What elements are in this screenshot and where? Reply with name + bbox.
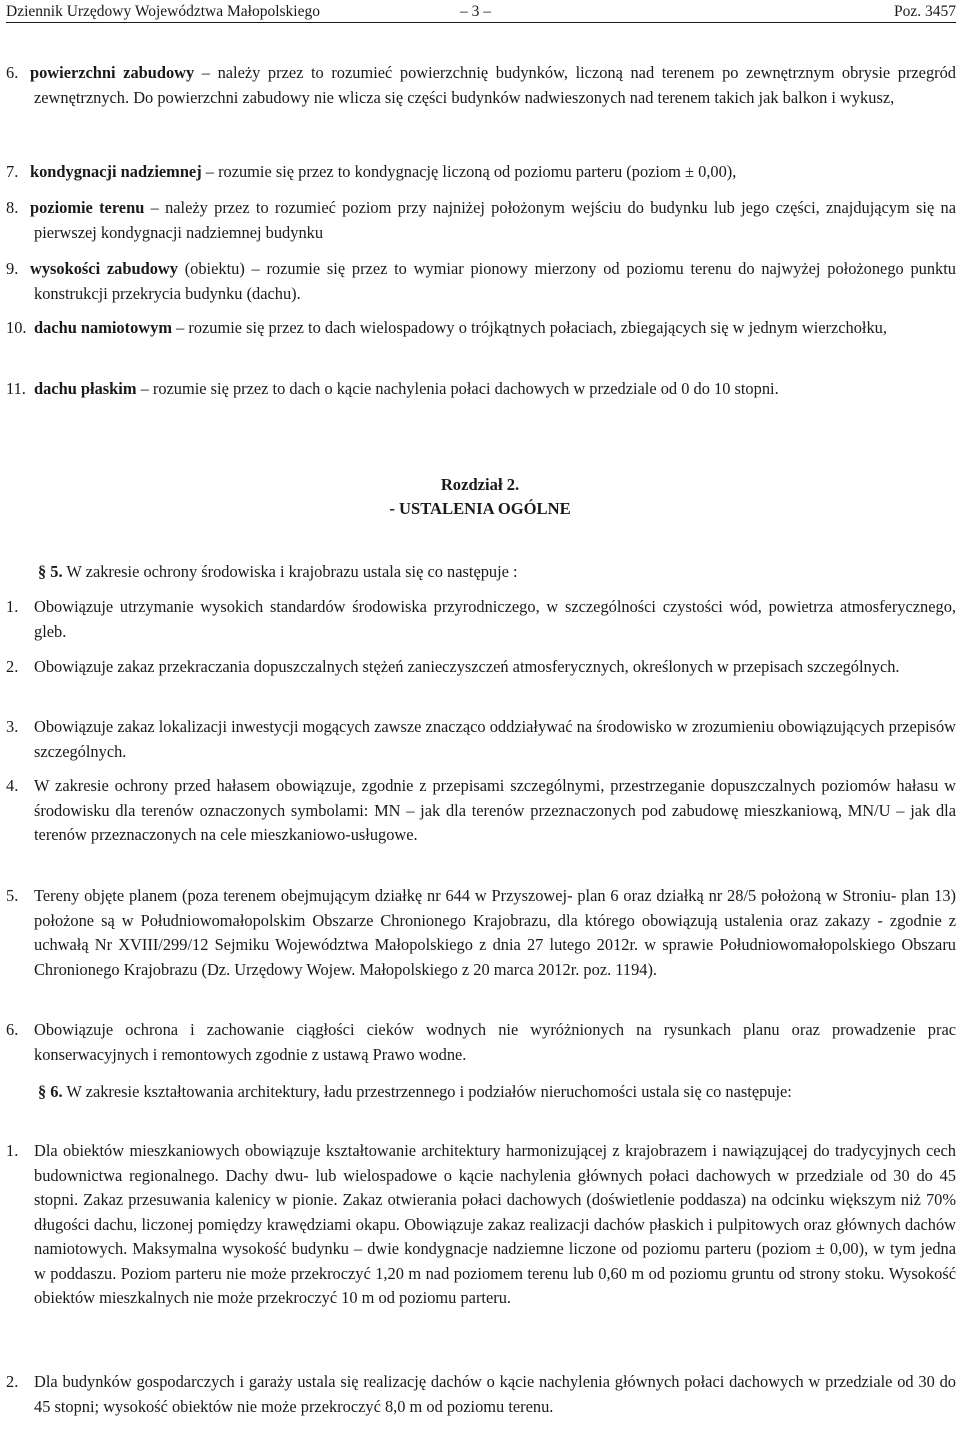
chapter-title: Rozdział 2. [440, 475, 520, 494]
item-text: Obowiązuje utrzymanie wysokich standardów środowiska przyrodniczego, w szczególności czystości wód, powietrza atmosferycznego, gleb. [34, 597, 956, 641]
definition-item [6, 316, 956, 341]
definition-term: powierzchni zabudowy [30, 63, 195, 82]
definition-item [6, 61, 956, 110]
item-number: 3. [6, 717, 19, 736]
definition-term: dachu płaskim [34, 379, 137, 398]
item-number: 9. [6, 259, 19, 278]
item-number: 2. [6, 1372, 19, 1391]
page-header [6, 0, 956, 23]
definition-term: wysokości zabudowy [30, 259, 178, 278]
definition-text: (obiektu) – rozumie się przez to wymiar pionowy mierzony od poziomu terenu do najwyżej położonego punktu konstrukcji przekrycia budynku (dachu). [34, 259, 956, 303]
item-number: 6. [6, 63, 19, 82]
item-text: Dla budynków gospodarczych i garaży ustala się realizację dachów o kącie nachylenia głównych połaci dachowych w przedziale od 30 do 45 stopni; wysokość obiektów nie może przekroczyć 8,0 m od poziomu terenu. [34, 1372, 956, 1416]
header-rule [6, 22, 956, 23]
definition-term: poziomie terenu [30, 198, 145, 217]
item-number: 10. [6, 318, 27, 337]
list-item [6, 1139, 956, 1311]
section-intro: W zakresie ochrony środowiska i krajobrazu ustala się co następuje : [62, 562, 518, 581]
list-item [6, 1018, 956, 1067]
definition-term: kondygnacji nadziemnej [30, 162, 202, 181]
definition-text: – należy przez to rozumieć poziom przy najniżej położonym wejściu do budynku lub jego części, znajdującym się na pierwszej kondygnacji nadziemnej budynku [34, 198, 956, 242]
definition-text: – rozumie się przez to dach wielospadowy o trójkątnych połaciach, zbiegających się w jednym wierzchołku, [171, 318, 887, 337]
item-text: Obowiązuje zakaz przekraczania dopuszczalnych stężeń zanieczyszczeń atmosferycznych, określonych w przepisach szczególnych. [34, 657, 900, 676]
list-item [6, 715, 956, 764]
section-mark: § 5. [38, 562, 63, 581]
list-item [6, 774, 956, 848]
definition-term: dachu namiotowym [34, 318, 172, 337]
definition-item [6, 196, 956, 245]
item-number: 4. [6, 776, 19, 795]
item-number: 1. [6, 1141, 19, 1160]
definition-text: – rozumie się przez to dach o kącie nachylenia połaci dachowych w przedziale od 0 do 10 stopni. [136, 379, 779, 398]
item-number: 1. [6, 597, 19, 616]
definition-item [6, 377, 956, 402]
item-number: 8. [6, 198, 19, 217]
item-number: 2. [6, 657, 19, 676]
item-number: 7. [6, 162, 19, 181]
journal-title: Dziennik Urzędowy Województwa Małopolskiego [6, 3, 320, 20]
position-number: Poz. 3457 [894, 3, 956, 20]
item-number: 6. [6, 1020, 19, 1039]
item-text: Obowiązuje ochrona i zachowanie ciągłości cieków wodnych nie wyróżnionych na rysunkach planu oraz prowadzenie prac konserwacyjnych i remontowych zgodnie z ustawą Prawo wodne. [34, 1020, 956, 1064]
definition-item [6, 257, 956, 306]
section-mark: § 6. [38, 1082, 63, 1101]
list-item [6, 595, 956, 644]
list-item [6, 1370, 956, 1419]
item-number: 11. [6, 379, 26, 398]
chapter-subtitle: - USTALENIA OGÓLNE [389, 499, 571, 518]
page-number: – 3 – [460, 3, 491, 20]
item-text: Obowiązuje zakaz lokalizacji inwestycji mogących zawsze znacząco oddziaływać na środowisko w zrozumieniu obowiązujących przepisów szczególnych. [34, 717, 956, 761]
item-text: W zakresie ochrony przed hałasem obowiązuje, zgodnie z przepisami szczególnymi, przestrzeganie dopuszczalnych poziomów hałasu w środowisku dla terenów oznaczonych symbolami: MN – jak dla terenów przeznaczonych pod zabudowę mieszkaniową, MN/U – jak dla terenów przeznaczonych na cele mieszkaniowo-usługowe. [34, 776, 956, 844]
section-6-intro [6, 1080, 956, 1105]
list-item [6, 884, 956, 982]
section-intro: W zakresie kształtowania architektury, ładu przestrzennego i podziałów nieruchomości ustala się co następuje: [62, 1082, 792, 1101]
definition-text: – rozumie się przez to kondygnację liczoną od poziomu parteru (poziom ± 0,00), [201, 162, 737, 181]
section-5-intro [6, 560, 956, 585]
list-item [6, 655, 956, 680]
item-number: 5. [6, 886, 19, 905]
item-text: Tereny objęte planem (poza terenem obejmującym działkę nr 644 w Przyszowej- plan 6 oraz działką nr 28/5 położoną w Stroniu- plan 13) położone są w Południowomałopolskim Obszarze Chronionego Krajobrazu, dla którego obowiązują ustalenia oraz zakazy - zgodnie z uchwałą Nr XVIII/299/12 Sejmiku Województwa Małopolskiego z dnia 27 lutego 2012r. w sprawie Południowomałopolskiego Obszaru Chronionego Krajobrazu (Dz. Urzędowy Wojew. Małopolskiego z 20 marca 2012r. poz. 1194). [34, 886, 956, 979]
definition-item [6, 160, 956, 185]
definition-text: – należy przez to rozumieć powierzchnię budynków, liczoną nad terenem po zewnętrznym obrysie przegród zewnętrznych. Do powierzchni zabudowy nie wlicza się części budynków nadwieszonych nad terenem takich jak balkon i wykusz, [34, 63, 956, 107]
item-text: Dla obiektów mieszkaniowych obowiązuje kształtowanie architektury harmonizującej z krajobrazem i nawiązującej do tradycyjnych cech budownictwa regionalnego. Dachy dwu- lub wielospadowe o kącie nachylenia głównych połaci dachowych w przedziale od 30 do 45 stopni. Zakaz przesuwania kalenicy w pionie. Zakaz otwierania połaci dachowych (doświetlenie poddasza) na odcinku większym niż 70% długości dachu, liczonej pomiędzy krawędziami okapu. Obowiązuje zakaz realizacji dachów płaskich i pulpitowych oraz głównych dachów namiotowych. Maksymalna wysokość budynku – dwie kondygnacje nadziemne liczone od poziomu parteru (poziom ± 0,00), w tym jedna w poddaszu. Poziom parteru nie może przekroczyć 1,20 m nad poziomem terenu lub 0,60 m od poziomu gruntu od strony stoku. Wysokość obiektów mieszkalnych nie może przekroczyć 10 m od poziomu parteru. [34, 1141, 956, 1307]
